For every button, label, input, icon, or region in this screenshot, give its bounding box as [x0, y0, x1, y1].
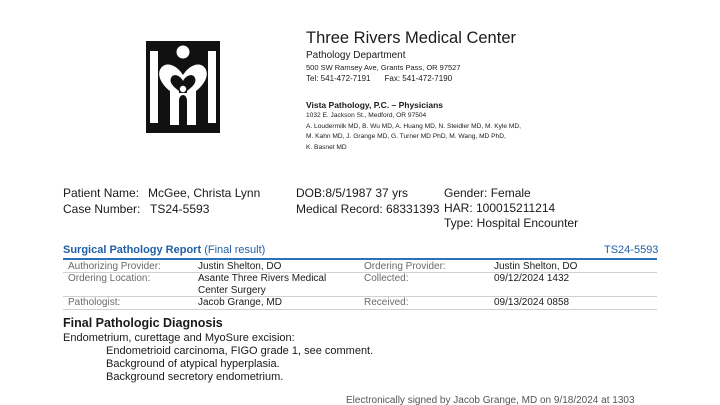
medical-record: Medical Record: 68331393: [296, 202, 440, 216]
diagnosis-line: Background of atypical hyperplasia.: [106, 358, 280, 370]
authorizing-provider: Justin Shelton, DO: [198, 261, 282, 272]
case-number: TS24-5593: [150, 202, 210, 216]
report-status: (Final result): [204, 244, 266, 256]
ordering-location-line1: Asante Three Rivers Medical: [198, 273, 327, 284]
received-label: Received:: [364, 297, 409, 308]
ordering-provider-label: Ordering Provider:: [364, 261, 446, 272]
ordering-location-line2: Center Surgery: [198, 285, 266, 296]
case-number-label: Case Number:: [63, 202, 141, 216]
hospital-name: Three Rivers Medical Center: [306, 29, 516, 47]
diagnosis-specimen: Endometrium, curettage and MyoSure excision:: [63, 332, 295, 344]
diagnosis-line: Endometrioid carcinoma, FIGO grade 1, see comment.: [106, 345, 374, 357]
dob: DOB:8/5/1987 37 yrs: [296, 186, 409, 200]
ordering-provider: Justin Shelton, DO: [494, 261, 578, 272]
pathologist-label: Pathologist:: [68, 297, 121, 308]
group-name: Vista Pathology, P.C. – Physicians: [306, 100, 444, 110]
hospital-fax: Fax: 541-472-7190: [384, 74, 453, 83]
patient-name-label: Patient Name:: [63, 186, 140, 200]
hospital-tel: Tel: 541-472-7191: [306, 74, 371, 83]
report-divider: [63, 258, 657, 260]
case-number-row: [63, 201, 209, 217]
collected-date: 09/12/2024 1432: [494, 273, 570, 284]
pathologist: Jacob Grange, MD: [198, 297, 282, 308]
hospital-logo: [146, 41, 220, 133]
hospital-address: 500 SW Ramsey Ave, Grants Pass, OR 97527: [306, 63, 461, 72]
diagnosis-line: Background secretory endometrium.: [106, 371, 284, 383]
department: Pathology Department: [306, 50, 406, 61]
report-case-id: TS24-5593: [604, 244, 659, 256]
hospital-phones: [306, 73, 516, 84]
received-date: 09/13/2024 0858: [494, 297, 570, 308]
group-physicians-3: K. Basnet MD: [306, 143, 347, 151]
encounter-type: Type: Hospital Encounter: [444, 216, 579, 230]
ordering-location-label: Ordering Location:: [68, 273, 151, 284]
report-title: [63, 244, 265, 256]
row-divider: [63, 309, 657, 310]
authorizing-provider-label: Authorizing Provider:: [68, 261, 161, 272]
hospital-header: [306, 29, 516, 84]
report-title-text: Surgical Pathology Report: [63, 244, 202, 256]
diagnosis-title: Final Pathologic Diagnosis: [63, 316, 223, 330]
patient-name: McGee, Christa Lynn: [148, 186, 261, 200]
electronic-signature: Electronically signed by Jacob Grange, MD on 9/18/2024 at 1303: [346, 395, 635, 405]
collected-label: Collected:: [364, 273, 409, 284]
group-address: 1032 E. Jackson St., Medford, OR 97504: [306, 112, 427, 119]
group-physicians-1: A. Loudermilk MD, B. Wu MD, A. Huang MD, N. Steidler MD, M. Kyle MD,: [306, 122, 521, 130]
patient-name-row: [63, 185, 260, 201]
gender: Gender: Female: [444, 186, 531, 200]
group-physicians-2: M. Kahn MD, J. Grange MD, G. Turner MD PhD, M. Wang, MD PhD,: [306, 133, 506, 140]
physicians-group: [306, 99, 606, 153]
har: HAR: 100015211214: [444, 201, 556, 215]
